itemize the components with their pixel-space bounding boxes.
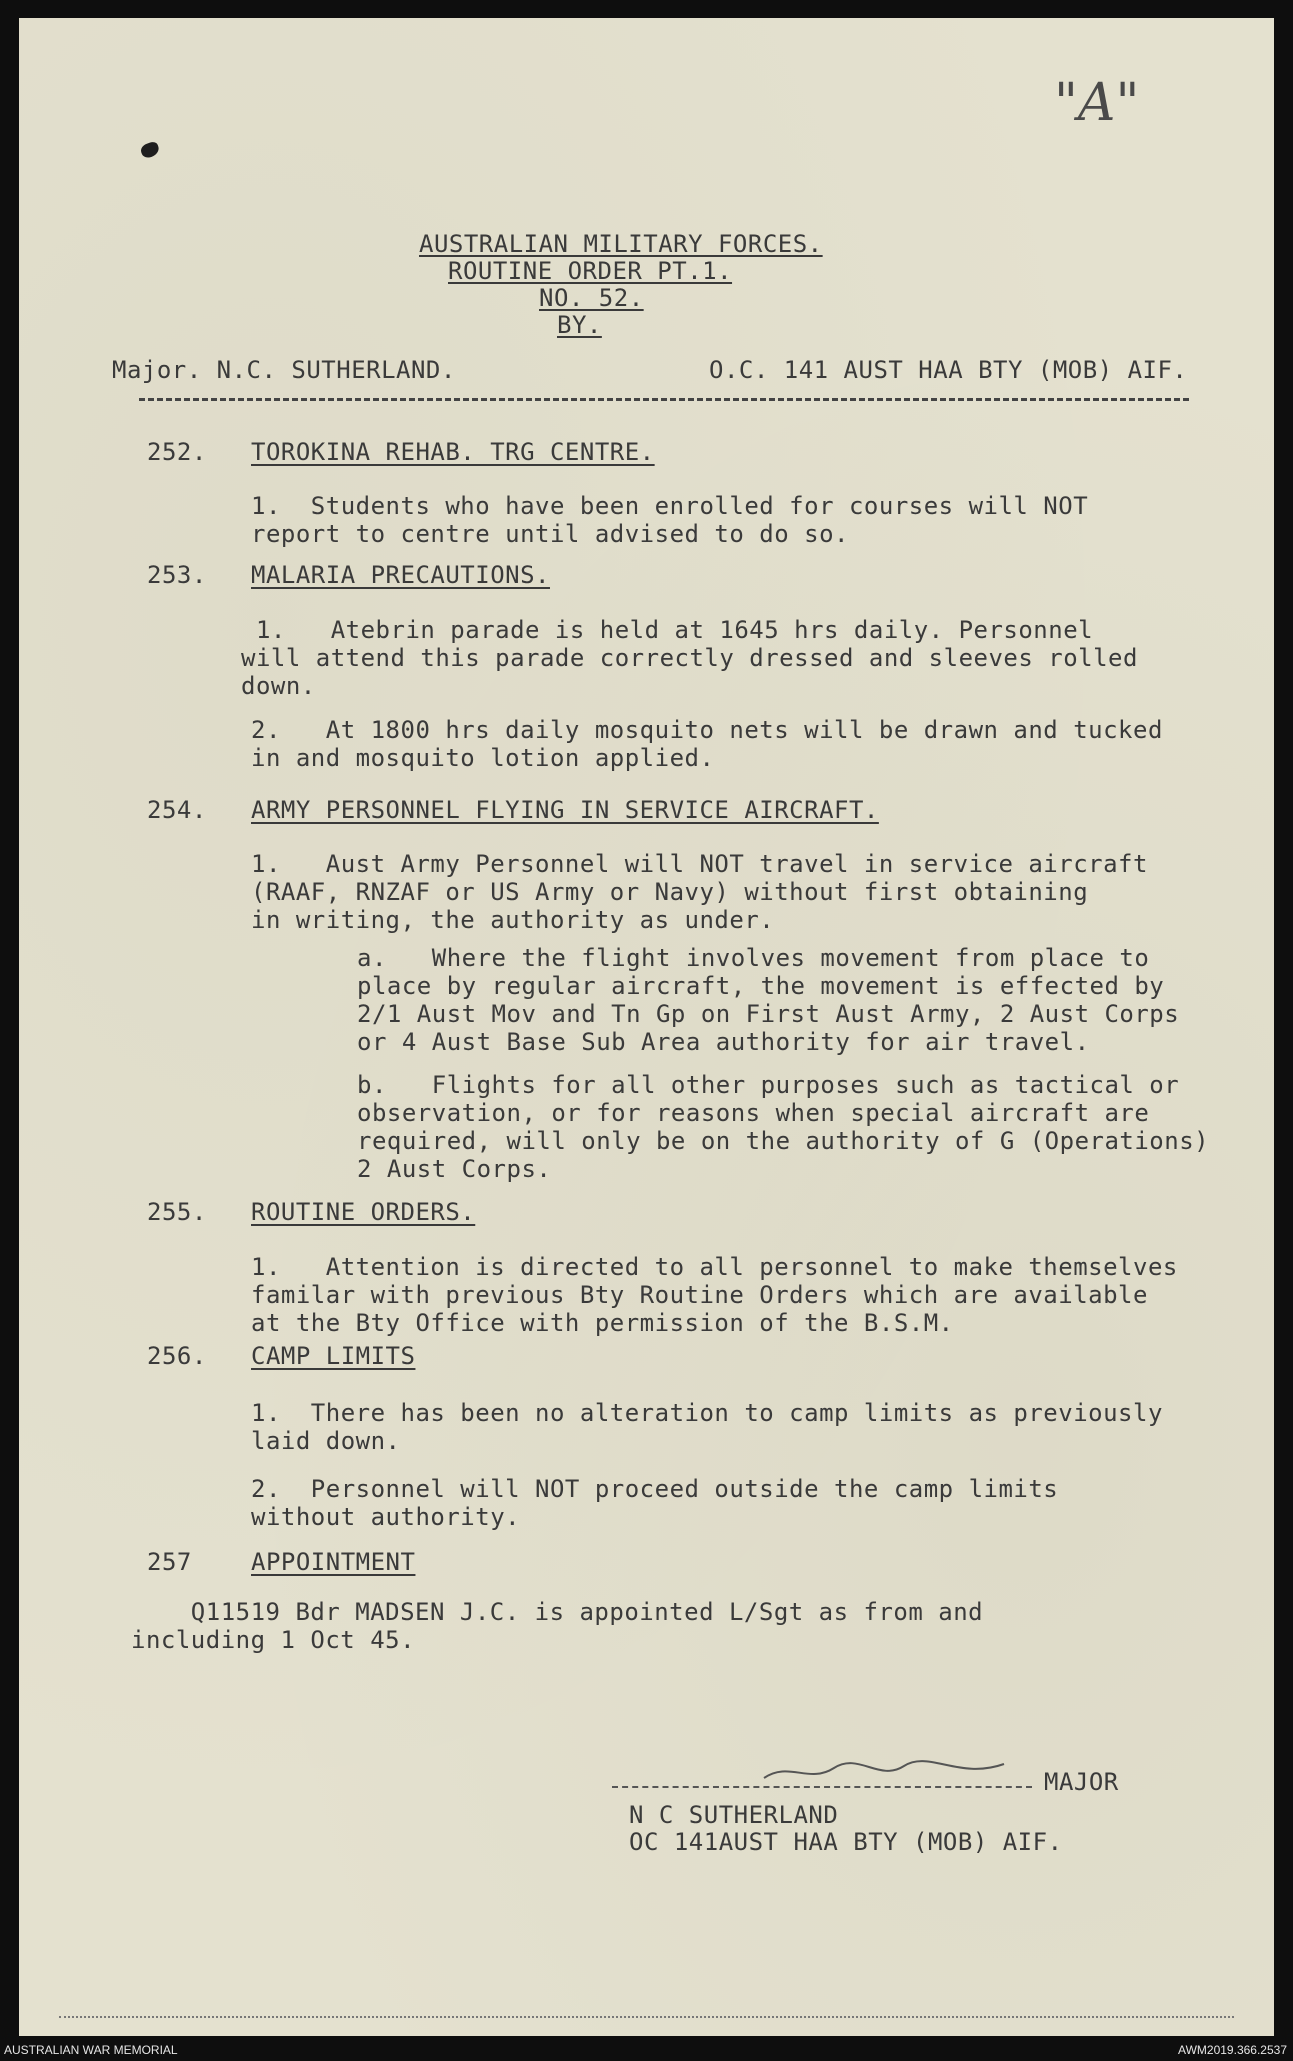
section-title: ARMY PERSONNEL FLYING IN SERVICE AIRCRAFT.: [251, 796, 879, 824]
section-title: APPOINTMENT: [251, 1548, 416, 1576]
section-paragraph: 1. Attention is directed to all personnel to make themselves familar with previous Bty Routine Orders which are available at the Bty Office with permission of the B.S.M.: [251, 1253, 1178, 1337]
corner-mark: "A": [1054, 73, 1140, 133]
document-page: [19, 18, 1274, 2036]
signature-unit: OC 141AUST HAA BTY (MOB) AIF.: [629, 1828, 1063, 1856]
section-title: TOROKINA REHAB. TRG CENTRE.: [251, 438, 655, 466]
section-paragraph: 2. Personnel will NOT proceed outside the camp limits without authority.: [251, 1475, 1059, 1531]
issuing-unit: O.C. 141 AUST HAA BTY (MOB) AIF.: [709, 356, 1188, 384]
header-line-3: NO. 52.: [539, 284, 644, 312]
section-subparagraph: b. Flights for all other purposes such as tactical or observation, or for reasons when special aircraft are required, will only be on the authority of G (Operations) 2 Aust Corps.: [357, 1071, 1210, 1183]
footer-catalogue-id: AWM2019.366.2537: [1178, 2043, 1287, 2057]
page-edge-mark: [59, 2016, 1234, 2018]
signature-name: N C SUTHERLAND: [629, 1801, 839, 1829]
header-line-1: AUSTRALIAN MILITARY FORCES.: [419, 230, 823, 258]
section-paragraph: 2. At 1800 hrs daily mosquito nets will be drawn and tucked in and mosquito lotion applied.: [251, 716, 1163, 772]
issuing-officer: Major. N.C. SUTHERLAND.: [112, 356, 456, 384]
signature-rank: MAJOR: [1044, 1768, 1119, 1796]
section-number: 257: [147, 1548, 192, 1576]
footer-institution: AUSTRALIAN WAR MEMORIAL: [4, 2043, 178, 2057]
handwritten-signature: [759, 1756, 1009, 1786]
section-number: 253.: [147, 561, 207, 589]
section-title: CAMP LIMITS: [251, 1342, 416, 1370]
section-title: ROUTINE ORDERS.: [251, 1198, 476, 1226]
section-number: 252.: [147, 438, 207, 466]
header-line-4: BY.: [557, 311, 602, 339]
section-number: 255.: [147, 1198, 207, 1226]
header-divider: [139, 398, 1189, 401]
section-number: 256.: [147, 1342, 207, 1370]
section-subparagraph: a. Where the flight involves movement from place to place by regular aircraft, the movement is effected by 2/1 Aust Mov and Tn Gp on First Aust Army, 2 Aust Corps or 4 Aust Base Sub Area authority for air travel.: [357, 944, 1180, 1056]
section-paragraph: 1. Aust Army Personnel will NOT travel in service aircraft (RAAF, RNZAF or US Army or Navy) without first obtaining in writing, the authority as under.: [251, 850, 1148, 934]
section-title: MALARIA PRECAUTIONS.: [251, 561, 550, 589]
section-number: 254.: [147, 796, 207, 824]
section-paragraph: 1. Students who have been enrolled for courses will NOT report to centre until advised to do so.: [251, 492, 1089, 548]
ink-blot: [139, 140, 161, 159]
section-paragraph: Q11519 Bdr MADSEN J.C. is appointed L/Sgt as from and including 1 Oct 45.: [131, 1598, 984, 1654]
section-paragraph: 1. Atebrin parade is held at 1645 hrs daily. Personnel will attend this parade correctly dressed and sleeves rolled down.: [241, 616, 1138, 700]
section-paragraph: 1. There has been no alteration to camp limits as previously laid down.: [251, 1399, 1163, 1455]
header-line-2: ROUTINE ORDER PT.1.: [448, 257, 733, 285]
signature-line: [612, 1786, 1032, 1788]
